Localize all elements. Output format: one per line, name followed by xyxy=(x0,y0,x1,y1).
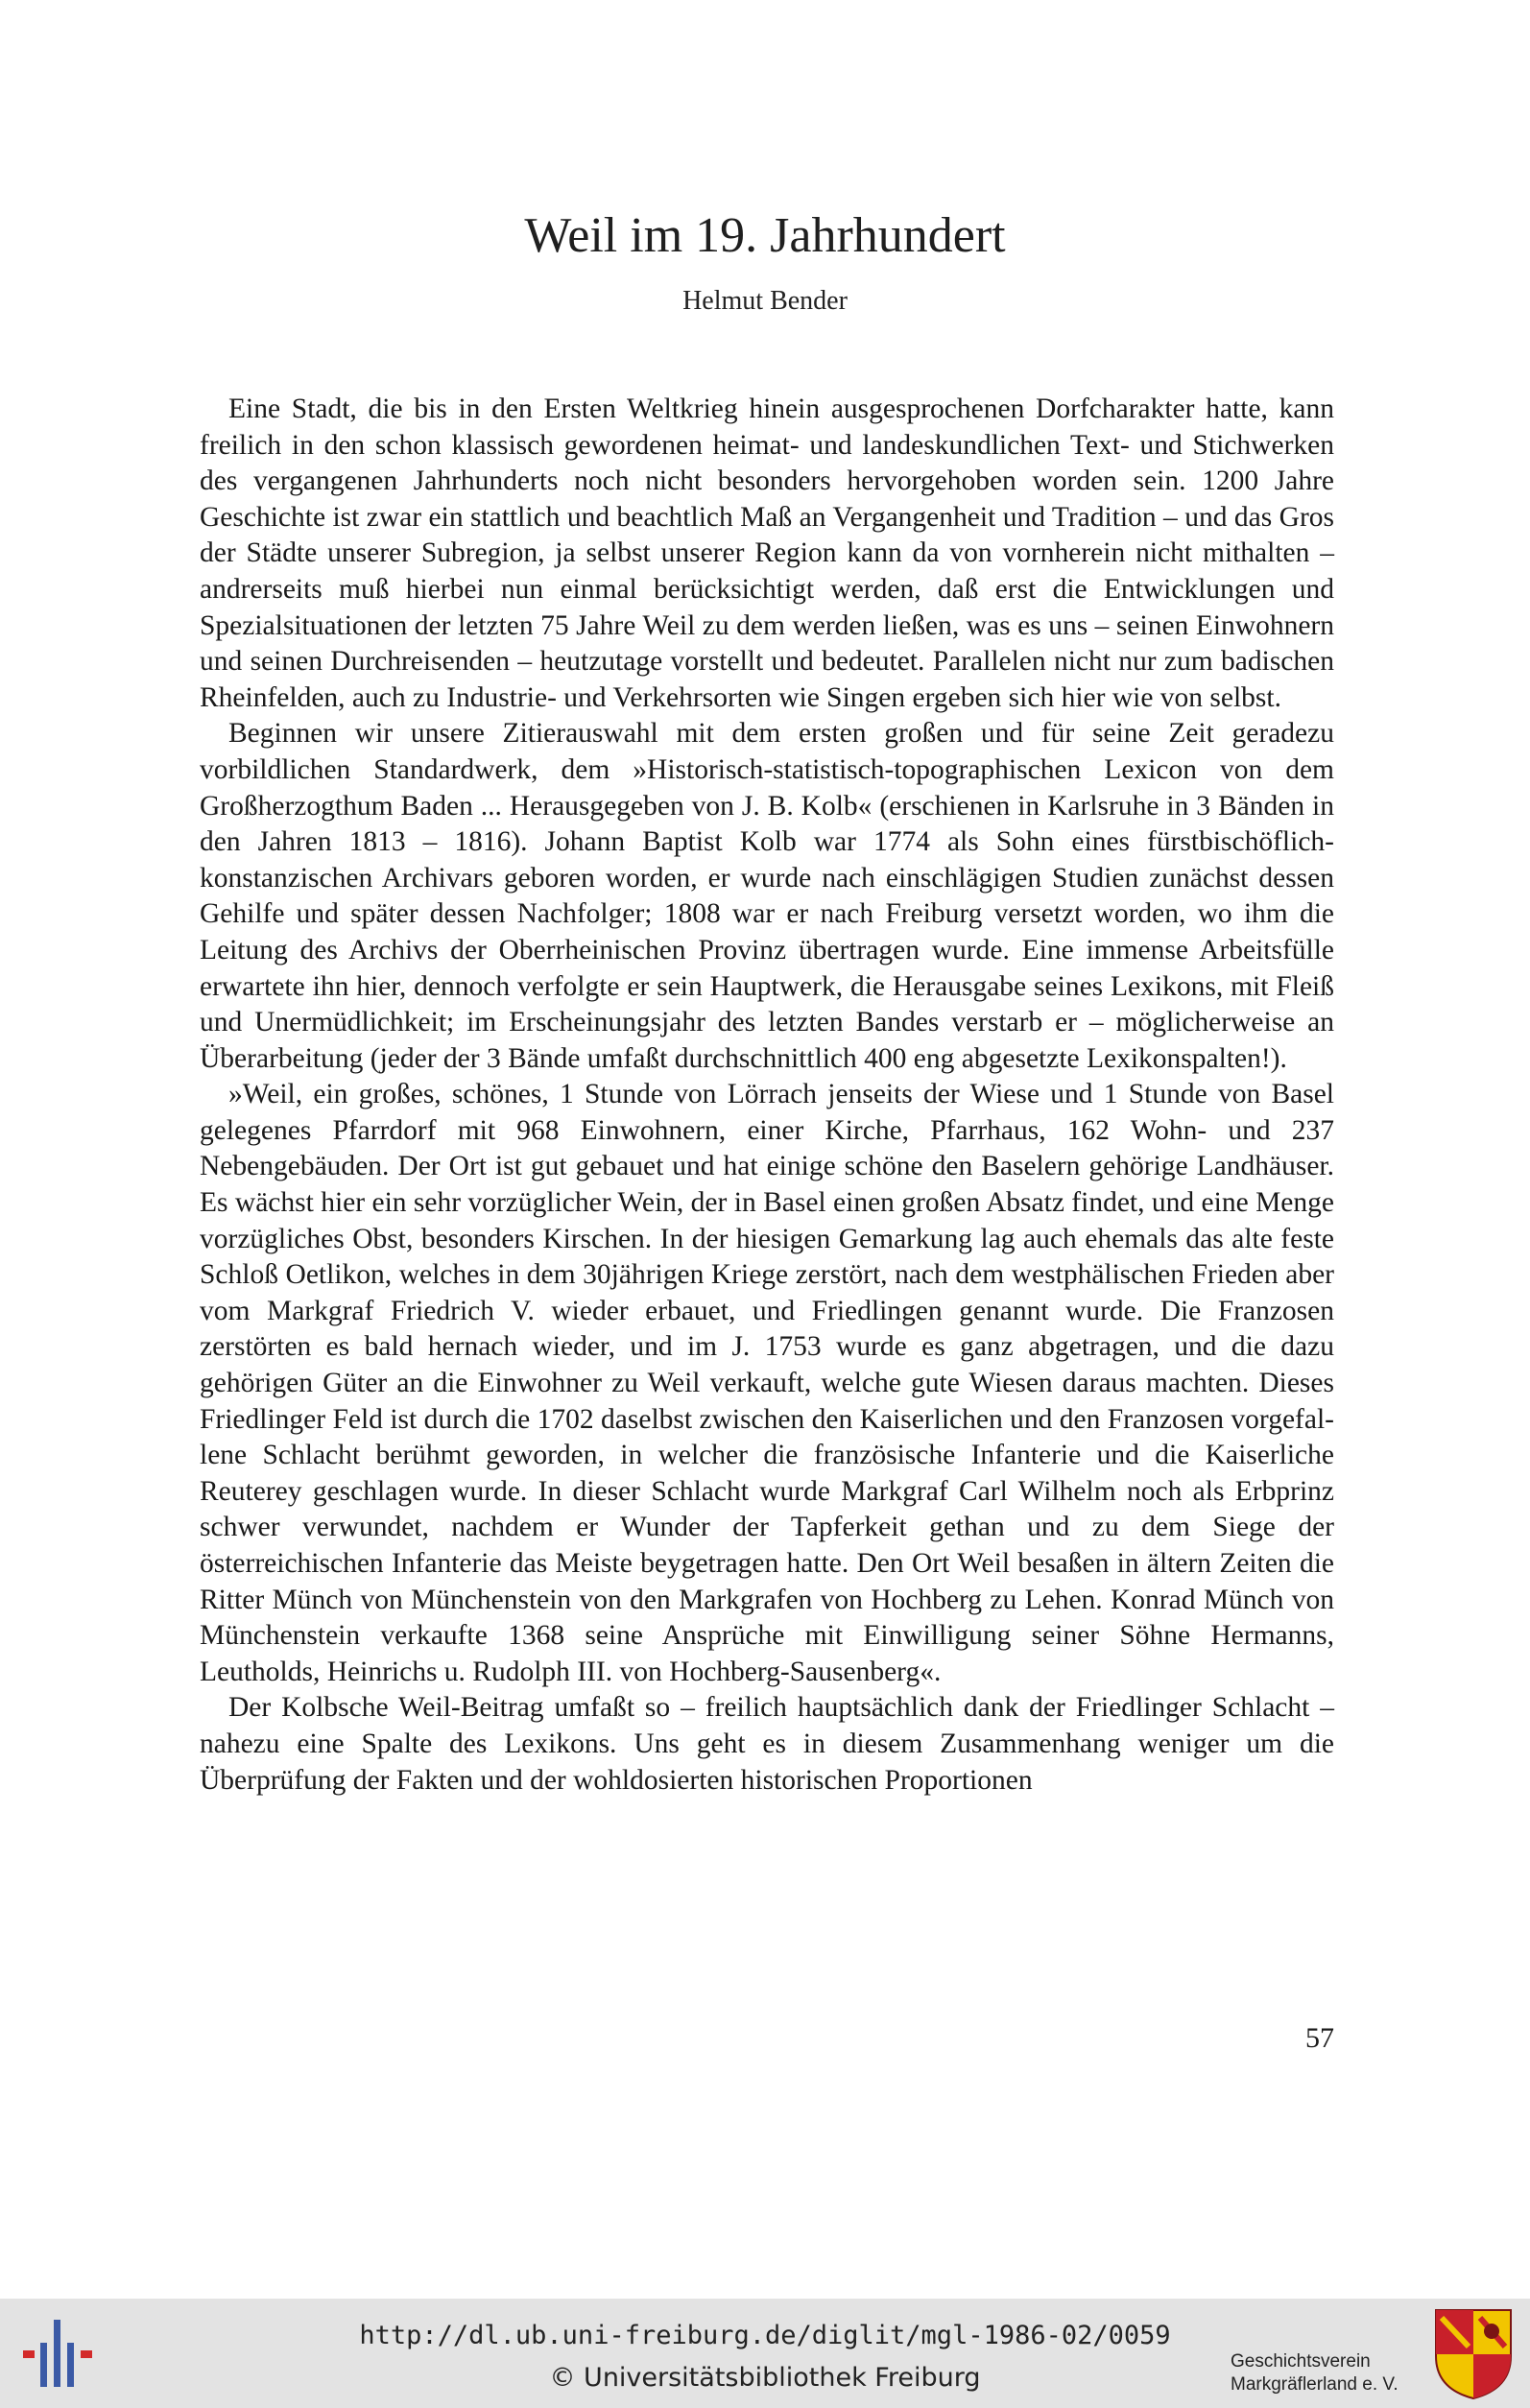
society-name-line: Geschichtsverein xyxy=(1231,2351,1371,2372)
paragraph: Beginnen wir unsere Zitierauswahl mit dem ersten großen und für seine Zeit geradezu vorbildlichen Standardwerk, dem »Historisch-statistisch-topographischen Lexicon von dem Großherzogthum Baden ... Herausgegeben von J. B. Kolb« (erschienen in Karlsruhe in 3 Bänden in den Jahren 1813 – 1816). Johann Baptist Kolb war 1774 als Sohn eines fürstbischöflich-konstanzischen Archivars geboren worden, er wurde nach einschlägigen Studien zunächst dessen Gehilfe und später dessen Nachfolger; 1808 war er nach Freiburg versetzt worden, wo ihm die Leitung des Archivs der Oberrheinischen Provinz übertragen wurde. Eine immense Arbeitsfülle erwartete ihn hier, dennoch verfolgte er sein Hauptwerk, die Herausgabe seines Lexikons, mit Fleiß und Unermüdlichkeit; im Erscheinungsjahr des letzten Bandes verstarb er – möglicherweise an Überarbeitung (jeder der 3 Bände umfaßt durchschnittlich 400 eng abgesetzte Lexikonspalten!). xyxy=(200,718,1334,1074)
coat-of-arms-icon xyxy=(1434,2308,1513,2400)
article-body xyxy=(200,392,1334,1799)
article-title: Weil im 19. Jahrhundert xyxy=(524,208,1006,263)
society-name xyxy=(1231,2350,1422,2396)
paragraph: Eine Stadt, die bis in den Ersten Weltkrieg hinein ausgesprochenen Dorfcharakter hatte, kann freilich in den schon klassisch gewordenen heimat- und landeskundlichen Text- und Stichwerken des vergangenen Jahrhunderts noch nicht besonders hervorgehoben worden sein. 1200 Jahre Geschichte ist zwar ein stattlich und beachtlich Maß an Vergangenheit und Tradition – und das Gros der Städte unserer Subregion, ja selbst unserer Region kann da von vornherein nicht mithalten – andrerseits muß hierbei nun einmal berücksichtigt werden, daß erst die Entwicklungen und Spezialsituationen der letzten 75 Jahre Weil zu dem werden ließen, was es uns – seinen Einwohnern und seinen Durchreisenden – heutzutage vorstellt und bedeutet. Parallelen nicht nur zum badischen Rheinfelden, auch zu Industrie- und Verkehrsorten wie Singen ergeben sich hier wie von selbst. xyxy=(200,393,1334,713)
society-name-line: Markgräflerland e. V. xyxy=(1231,2374,1399,2395)
copyright-notice: © Universitätsbibliothek Freiburg xyxy=(549,2363,981,2393)
viewer-footer xyxy=(0,2299,1530,2408)
paragraph: »Weil, ein großes, schönes, 1 Stunde von Lörrach jenseits der Wiese und 1 Stunde von Basel gelegenes Pfarrdorf mit 968 Einwohnern, einer Kirche, Pfarrhaus, 162 Wohn- und 237 Nebengebäuden. Der Ort ist gut gebauet und hat einige schöne den Baselern gehörige Landhäuser. Es wächst hier ein sehr vorzüglicher Wein, der in Basel einen großen Absatz findet, und eine Menge vorzügliches Obst, besonders Kirschen. In der hiesigen Gemarkung lag auch ehemals das alte feste Schloß Oetlikon, welches in dem 30jährigen Kriege zerstört, nach dem westphälischen Frieden aber vom Markgraf Friedrich V. wieder erbauet, und Friedlingen genannt wurde. Die Franzosen zerstörten es bald hernach wieder, und im J. 1753 wurde es ganz abgetragen, und die dazu gehörigen Güter an die Einwohner zu Weil verkauft, welche gute Wiesen daraus machten. Dieses Friedlinger Feld ist durch die 1702 daselbst zwischen den Kaiserlichen und den Franzosen vorgefallene Schlacht berühmt geworden, in welcher die französische Infanterie und die Kaiserliche Reuterey geschlagen wurde. In dieser Schlacht wurde Markgraf Carl Wilhelm noch als Erbprinz schwer verwundet, nachdem er Wunder der Tapferkeit gethan und zu dem Siege der österreichischen Infanterie das Meiste beygetragen hatte. Den Ort Weil besaßen in ältern Zeiten die Ritter Münch von Münchenstein von den Markgrafen von Hochberg zu Lehen. Konrad Münch von Münchenstein verkaufte 1368 seine Ansprüche mit Einwilligung seiner Söhne Hermanns, Leutholds, Heinrichs u. Rudolph III. von Hochberg-Sausenberg«. xyxy=(200,1079,1334,1687)
page-number: 57 xyxy=(1305,2022,1334,2054)
article-author: Helmut Bender xyxy=(682,286,848,316)
paragraph: Der Kolbsche Weil-Beitrag umfaßt so – freilich hauptsächlich dank der Friedlinger Schlacht – nahezu eine Spalte des Lexikons. Uns geht es in diesem Zusammenhang weniger um die Überprüfung der Fakten und der wohldosierten historischen Proportionen xyxy=(200,1692,1334,1796)
permalink-url[interactable]: http://dl.ub.uni-freiburg.de/diglit/mgl-1986-02/0059 xyxy=(359,2321,1171,2350)
